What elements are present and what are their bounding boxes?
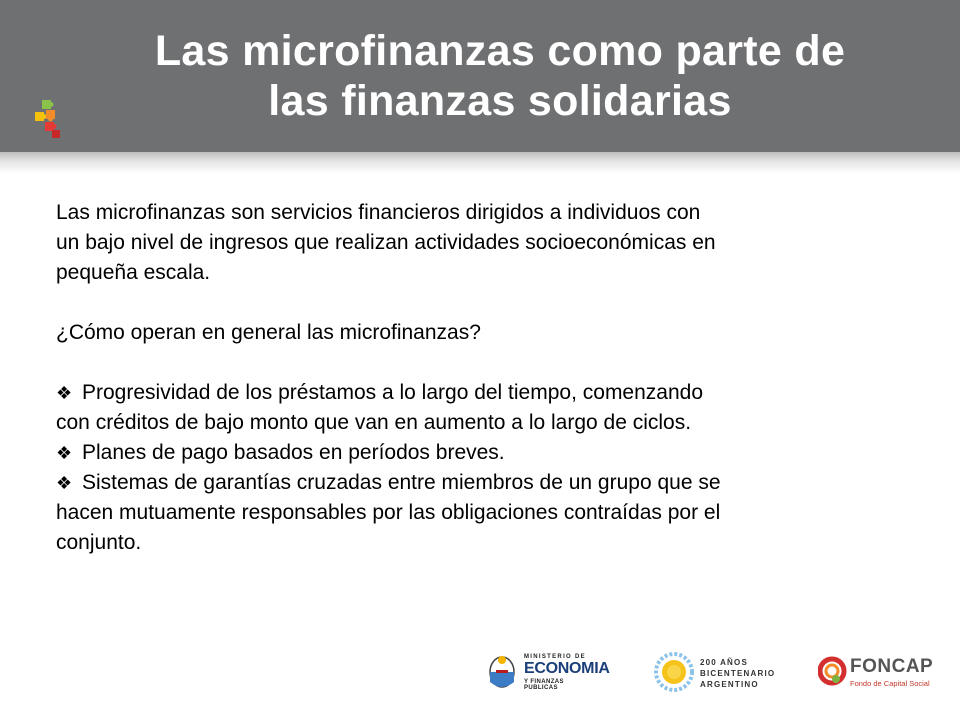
spacer <box>56 288 916 318</box>
bullet-item <box>56 438 916 468</box>
bullet-3-line-1: Sistemas de garantías cruzadas entre miembros de un grupo que se <box>82 471 721 494</box>
question-line: ¿Cómo operan en general las microfinanzas? <box>56 321 481 344</box>
intro-paragraph <box>56 198 916 288</box>
sun-icon <box>654 652 694 692</box>
foncap-logo-sub: Fondo de Capital Social <box>850 679 930 688</box>
argentina-shield-icon <box>486 652 518 692</box>
intro-line-2: un bajo nivel de ingresos que realizan actividades socioeconómicas en <box>56 231 716 254</box>
foncap-swirl-icon <box>818 654 848 690</box>
bicentenario-line-3: ARGENTINO <box>700 680 759 689</box>
intro-line-1: Las microfinanzas son servicios financieros dirigidos a individuos con <box>56 201 701 224</box>
diamond-bullet-icon: ❖ <box>56 443 73 463</box>
bullet-item <box>56 378 916 438</box>
economia-logo-bottom: Y FINANZAS PUBLICAS <box>524 679 564 691</box>
puzzle-icon <box>34 100 68 142</box>
diamond-bullet-icon: ❖ <box>56 473 73 493</box>
spacer <box>56 348 916 378</box>
bullet-3-line-2: hacen mutuamente responsables por las obligaciones contraídas por el <box>56 501 721 524</box>
bullet-3-line-3: conjunto. <box>56 531 142 554</box>
economia-logo-top: MINISTERIO DE <box>524 654 586 660</box>
bicentenario-line-1: 200 AÑOS <box>700 658 748 667</box>
bullet-1-line-2: con créditos de bajo monto que van en aumento a lo largo de ciclos. <box>56 411 692 434</box>
bullet-1-line-1: Progresividad de los préstamos a lo largo del tiempo, comenzando <box>82 381 704 404</box>
bicentenario-logo <box>654 652 774 692</box>
slide-title-line-1: Las microfinanzas como parte de <box>154 27 846 75</box>
foncap-logo-main: FONCAP <box>850 656 934 677</box>
foncap-logo <box>818 652 938 692</box>
economia-logo-main: ECONOMIA <box>524 660 610 677</box>
title-bar-shadow <box>0 152 960 174</box>
slide-title <box>60 26 940 126</box>
intro-line-3: pequeña escala. <box>56 261 211 284</box>
slide-body <box>56 198 916 558</box>
bullet-item <box>56 468 916 558</box>
diamond-bullet-icon: ❖ <box>56 383 73 403</box>
footer-logos <box>0 640 960 720</box>
slide-title-line-2: las finanzas solidarias <box>268 77 732 125</box>
bicentenario-line-2: BICENTENARIO <box>700 669 776 678</box>
bullet-2-line-1: Planes de pago basados en períodos breves. <box>82 441 505 464</box>
ministerio-economia-logo <box>486 652 610 692</box>
